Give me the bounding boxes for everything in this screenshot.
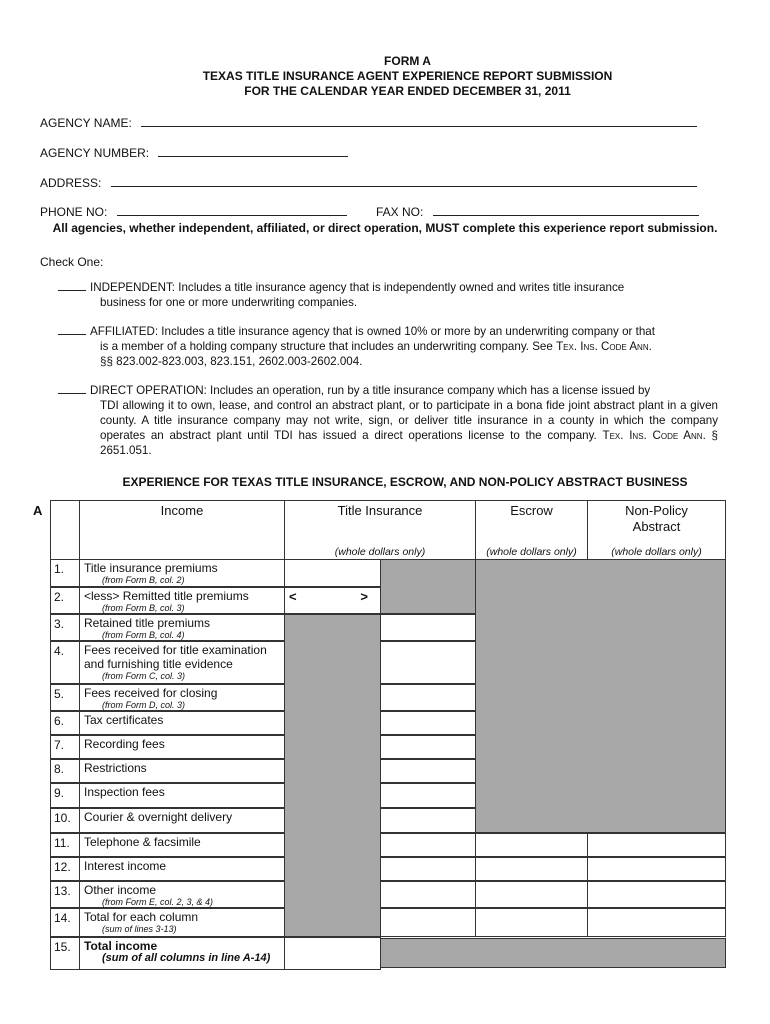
title-insurance-input[interactable] [284, 559, 381, 587]
direct-text-rest: TDI allowing it to own, lease, and control an abstract plant, or to participate in a bona fide joint abstract plant in a given county. A title insurance company may not write, sign, or deliver title insurance in a county in which the company operates an abstract plant until TDI has issued a direct operations license to the company. [100, 399, 718, 442]
fax-label: FAX NO: [376, 205, 424, 219]
row-number-cell [50, 908, 80, 937]
row-label-source: (from Form C, col. 3) [102, 671, 186, 681]
row-label [84, 785, 165, 799]
address-label: ADDRESS: [40, 176, 102, 190]
title-insurance-input[interactable] [380, 783, 476, 808]
row-label-text: Fees received for title examination [84, 643, 267, 657]
independent-text-cont: business for one or more underwriting companies. [100, 296, 358, 309]
row-label-text: <less> Remitted title premiums [84, 589, 249, 603]
row-label [84, 561, 218, 586]
row-label [84, 810, 232, 824]
direct-checkbox[interactable] [58, 383, 86, 394]
escrow-input[interactable] [475, 857, 588, 881]
gray-block-title-rows-1-2 [380, 559, 476, 614]
header-escrow-cell [475, 500, 588, 560]
row-label [84, 859, 166, 873]
row-label-cell [79, 614, 285, 641]
header-abstract: Abstract [632, 519, 681, 534]
total-income-input[interactable] [284, 937, 381, 970]
row-label-cell [79, 587, 285, 614]
nonpolicy-input[interactable] [587, 908, 726, 937]
independent-text: INDEPENDENT: Includes a title insurance agency that is independently owned and writes title insurance [90, 281, 625, 294]
row-number-cell [50, 559, 80, 587]
row-label [84, 835, 201, 849]
row-label-text: Retained title premiums [84, 616, 211, 630]
row-label-cell [79, 783, 285, 808]
affiliated-text: AFFILIATED: Includes a title insurance agency that is owned 10% or more by an underwriting company or that [90, 325, 655, 338]
row-label [84, 761, 147, 775]
row-number: 4. [54, 644, 65, 658]
escrow-input[interactable] [475, 908, 588, 937]
row-label [84, 910, 198, 935]
row-label-text: Telephone & facsimile [84, 835, 201, 849]
direct-section: § 2651.051. [100, 429, 718, 457]
row-label-cell [79, 559, 285, 587]
row-number-cell [50, 735, 80, 759]
row-number: 9. [54, 786, 65, 800]
row-label [84, 883, 213, 908]
row-number-cell [50, 587, 80, 614]
row-number: 8. [54, 762, 65, 776]
row-number: 11. [54, 836, 70, 850]
less-open-bracket: < [289, 589, 297, 604]
row-number-cell [50, 881, 80, 908]
row-number: 5. [54, 687, 65, 701]
title-insurance-input[interactable] [380, 881, 476, 908]
check-one-label: Check One: [40, 255, 104, 269]
affiliated-text-cont [58, 339, 718, 369]
row-label-text: Other income [84, 883, 157, 897]
less-close-bracket: > [360, 589, 368, 604]
row-number: 10. [54, 811, 71, 825]
escrow-input[interactable] [475, 881, 588, 908]
row-label-source: (from Form B, col. 2) [102, 575, 185, 585]
row-number: 15. [54, 940, 71, 954]
row-number-cell [50, 684, 80, 711]
row-label-cell [79, 908, 285, 937]
agency-number-field[interactable] [158, 144, 348, 157]
row-label-text: Total income [84, 939, 158, 953]
row-label-cell [79, 641, 285, 684]
row-label-source: (from Form D, col. 3) [102, 700, 186, 710]
gray-block-total-row [380, 938, 726, 968]
row-label-source: (from Form B, col. 3) [102, 603, 185, 613]
row-label-text: Courier & overnight delivery [84, 810, 233, 824]
title-insurance-input[interactable] [380, 641, 476, 684]
row-label [84, 737, 165, 751]
agency-name-field[interactable] [141, 114, 697, 127]
row-number: 14. [54, 911, 71, 925]
affiliated-sections: §§ 823.002-823.003, 823.151, 2602.003-2602.004. [100, 355, 363, 368]
row-number-cell [50, 783, 80, 808]
row-label [84, 643, 267, 682]
form-period: FOR THE CALENDAR YEAR ENDED DECEMBER 31, 2011 [244, 84, 571, 98]
row-label [84, 686, 217, 711]
form-subtitle: TEXAS TITLE INSURANCE AGENT EXPERIENCE REPORT SUBMISSION [202, 69, 613, 83]
title-insurance-input[interactable] [380, 759, 476, 783]
row-number: 2. [54, 590, 65, 604]
header-escrow: Escrow [510, 503, 553, 518]
row-label-cell [79, 808, 285, 833]
form-title: FORM A [384, 54, 431, 68]
address-row [40, 174, 697, 190]
units-title: (whole dollars only) [334, 546, 426, 558]
row-number: 1. [54, 562, 65, 576]
title-insurance-input[interactable] [380, 614, 476, 641]
row-label-text: Recording fees [84, 737, 165, 751]
title-insurance-input[interactable] [380, 908, 476, 937]
title-insurance-input[interactable] [380, 711, 476, 735]
row-number-cell [50, 833, 80, 857]
nonpolicy-input[interactable] [587, 857, 726, 881]
header-income: Income [160, 503, 204, 518]
row-number: 13. [54, 884, 71, 898]
header-title-cell [284, 500, 476, 560]
escrow-input[interactable] [475, 833, 588, 857]
option-affiliated [58, 324, 718, 369]
row-label-cell [79, 735, 285, 759]
header-income-cell [79, 500, 285, 560]
row-label [84, 616, 210, 641]
row-label [84, 939, 270, 964]
row-label-text: Fees received for closing [84, 686, 218, 700]
row-label-cell [79, 833, 285, 857]
row-label-cell [79, 881, 285, 908]
title-insurance-input[interactable] [380, 684, 476, 711]
row-label-source: (sum of lines 3-13) [102, 924, 177, 934]
header-num-cell [50, 500, 80, 560]
row-number-cell [50, 808, 80, 833]
row-label [84, 589, 249, 614]
notice-text: All agencies, whether independent, affiliated, or direct operation, MUST complete this experience report submission. [52, 221, 718, 235]
option-direct [58, 383, 718, 458]
row-label-cell [79, 711, 285, 735]
title-insurance-input[interactable] [380, 735, 476, 759]
row-label-text: Total for each column [84, 910, 199, 924]
header-title-insurance: Title Insurance [337, 503, 423, 518]
section-letter: A [33, 503, 43, 518]
phone-field[interactable] [117, 203, 347, 216]
row-label [84, 713, 163, 727]
gray-block-title-col-a [284, 614, 381, 937]
agency-number-label: AGENCY NUMBER: [40, 146, 150, 160]
row-number: 12. [54, 860, 71, 874]
row-label-cell [79, 937, 285, 970]
row-number-cell [50, 857, 80, 881]
row-number-cell [50, 759, 80, 783]
gray-block-escrow-nonpolicy [475, 559, 726, 833]
agency-number-row [40, 144, 348, 160]
agency-name-row [40, 114, 697, 130]
row-label-text: Interest income [84, 859, 167, 873]
row-label-cell [79, 759, 285, 783]
row-label-cell [79, 857, 285, 881]
row-label-cell [79, 684, 285, 711]
row-number: 7. [54, 738, 65, 752]
units-nonpolicy: (whole dollars only) [611, 546, 702, 558]
address-field[interactable] [111, 174, 697, 187]
direct-cite: Tex. Ins. Code Ann. [602, 429, 706, 442]
row-label-source: (from Form B, col. 4) [102, 630, 185, 640]
nonpolicy-input[interactable] [587, 833, 726, 857]
affiliated-checkbox[interactable] [58, 324, 86, 335]
option-independent [58, 280, 718, 310]
row-label-source: (sum of all columns in line A-14) [102, 952, 271, 964]
row-label-source: (from Form E, col. 2, 3, & 4) [102, 897, 214, 907]
affiliated-text-rest: is a member of a holding company structure that includes an underwriting company. See [100, 340, 553, 353]
units-escrow: (whole dollars only) [486, 546, 577, 558]
nonpolicy-input[interactable] [587, 881, 726, 908]
fax-field[interactable] [433, 203, 699, 216]
row-label-text: Title insurance premiums [84, 561, 218, 575]
direct-text-cont [58, 398, 718, 458]
independent-checkbox[interactable] [58, 280, 86, 291]
row-number: 6. [54, 714, 65, 728]
row-number-cell [50, 641, 80, 684]
row-label-text-cont: and furnishing title evidence [84, 657, 233, 671]
title-insurance-input[interactable] [284, 587, 381, 614]
phone-row [40, 203, 347, 219]
row-label-text: Inspection fees [84, 785, 165, 799]
fax-row [376, 203, 699, 219]
header-nonpolicy-cell [587, 500, 726, 560]
section-title: EXPERIENCE FOR TEXAS TITLE INSURANCE, ESCROW, AND NON-POLICY ABSTRACT BUSINESS [122, 475, 688, 489]
row-number-cell [50, 614, 80, 641]
row-label-text: Tax certificates [84, 713, 164, 727]
row-label-text: Restrictions [84, 761, 147, 775]
affiliated-cite: Tex. Ins. Code Ann. [556, 340, 652, 353]
row-number: 3. [54, 617, 65, 631]
experience-table [50, 500, 726, 970]
row-number-cell [50, 711, 80, 735]
title-insurance-input[interactable] [380, 833, 476, 857]
agency-name-label: AGENCY NAME: [40, 116, 132, 130]
row-number-cell [50, 937, 80, 970]
title-insurance-input[interactable] [380, 857, 476, 881]
title-insurance-input[interactable] [380, 808, 476, 833]
direct-text: DIRECT OPERATION: Includes an operation, run by a title insurance company which has a license issued by [90, 384, 651, 397]
header-nonpolicy: Non-Policy [625, 503, 688, 518]
phone-label: PHONE NO: [40, 205, 108, 219]
